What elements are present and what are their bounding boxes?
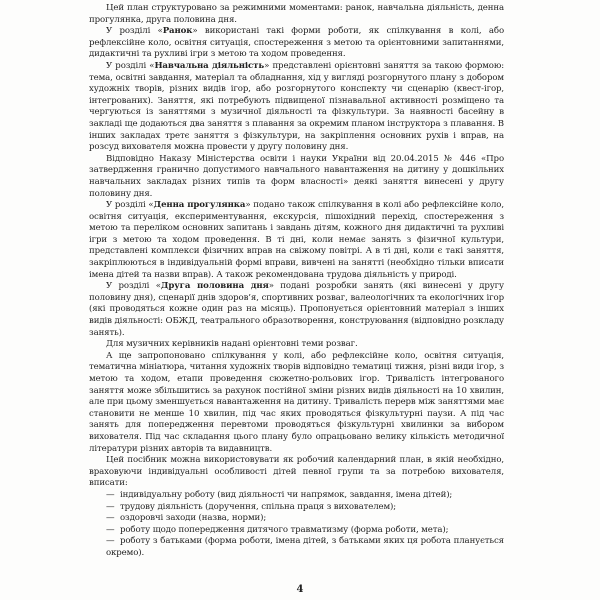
- ranok-pre: У розділі «: [106, 26, 163, 37]
- navchalna-pre: У розділі «: [106, 60, 155, 71]
- druga-term: Друга половина дня: [160, 281, 269, 292]
- ranok-post: » використані такі форми роботи, як спілкування в колі, або рефлексійне коло, освітня ситуація, спостереження з метою та орієнтовними запитаннями, дидактичні та рухливі ігри з метою та ходом проведення.: [89, 26, 504, 60]
- navchalna-paragraph: [89, 61, 504, 154]
- navchalna-post: » представлені орієнтовні заняття за такою формою: тема, освітні завдання, матеріал та обладнання, хід у вигляді розгорнутого плану з добором художніх творів, різних видів ігор, або розгорнутого конспекту чи сценарію (квест-ігор, інтегрованих). Заняття, які потребують підвищеної пізнавальної активності розміщено та чергуються із заняттями з музичної діяльності та фізкультури. За наявності басейну в закладі ще додаються два заняття з плавання за окремим планом інструктора з плавання. В інших закладах третє заняття з фізкультури, на закріплення основних рухів і вправ, на розсуд вихователя можна провести у другу половину дня.: [89, 60, 504, 153]
- list-item: [89, 525, 504, 537]
- druga-post: » подані розробки занять (які винесені у другу половину дня), сценарії днів здоров’я, спортивних розваг, валеологічних та екологічних ігор (які проводяться кожне один раз на місяць). Пропонується орієнтовний матеріал з інших видів діяльності: ОБЖД, театрального образотворення, конструювання (відповідно розкладу занять).: [89, 281, 504, 338]
- muzychni-paragraph: Для музичних керівників надані орієнтовні теми розваг.: [106, 339, 358, 350]
- page-body-text: [89, 3, 504, 560]
- navchalna-term: Навчальна діяльність: [154, 60, 265, 71]
- intro-paragraph: Цей план структуровано за режимними моментами: ранок, навчальна діяльність, денна прогулянка, друга половина дня.: [89, 3, 504, 25]
- progulyanka-paragraph: [89, 200, 504, 281]
- nakaz-paragraph: Відповідно Наказу Міністерства освіти і науки України від 20.04.2015 № 446 «Про затвердження гранично допустимого навчального навантаження на дитину у дошкільних навчальних закладах різних типів та форм власності» деякі заняття винесені у другу половину дня.: [89, 153, 504, 199]
- posibnyk-paragraph: Цей посібник можна використовувати як робочий календарний план, в якій необхідно, враховуючи індивідуальні особливості дітей певної групи та за потребою вихователя, вписати:: [89, 455, 504, 489]
- progulyanka-post: » подано також спілкування в колі або рефлексійне коло, освітня ситуація, експериментування, екскурсія, пішохідний перехід, спостереження з метою та переліком основних запитань і завдань дітям, кожного дня дидактичні та рухливі ігри з метою та ходом проведення. В ті дні, коли немає занять з фізичної культури, представлені комплекси фізичних вправ на свіжому повітрі. А в ті дні, коли є такі заняття, закріплюються в індивідуальній формі вправи, вивчені на занятті (необхідно тільки вписати імена дітей та назви вправ). А також рекомендована трудова діяльність у природі.: [89, 200, 504, 280]
- dash-marker: —: [106, 536, 115, 547]
- list-item-text: роботу щодо попередження дитячого травматизму (форма роботи, мета);: [120, 524, 449, 535]
- list-item-text: оздоровчі заходи (назва, норми);: [120, 513, 267, 524]
- dash-marker: —: [106, 524, 115, 535]
- list-item-text: роботу з батьками (форма роботи, імена дітей, з батьками яких ця робота планується окремо).: [106, 536, 504, 558]
- list-item: [89, 536, 504, 559]
- ranok-term: Ранок: [162, 26, 193, 37]
- druga-pre: У розділі «: [106, 281, 161, 292]
- list-item: [89, 490, 504, 502]
- item-list: [89, 490, 504, 560]
- druga-paragraph: [89, 281, 504, 339]
- progulyanka-term: Денна прогулянка: [153, 200, 246, 211]
- list-item-text: індивідуальну роботу (вид діяльності чи напрямок, завдання, імена дітей);: [120, 489, 453, 500]
- dash-marker: —: [106, 501, 115, 512]
- list-item-text: трудову діяльність (доручення, спільна праця з вихователем);: [120, 501, 397, 512]
- page-number: 4: [296, 584, 304, 595]
- dash-marker: —: [106, 489, 115, 500]
- spilkuvannya-paragraph: А ще запропоновано спілкування у колі, або рефлексійне коло, освітня ситуація, тематична мініатюра, читання художніх творів відповідно тематиці тижня, різні види ігор, з метою та ходом, етапи проведення сюжетно-рольових ігор. Тривалість інтегрованого заняття може збільшитись за рахунок постійної зміни різних видів діяльності на 10 хвилин, але при цьому зменшується навантаження на дитину. Тривалість перерв між заняттями має становити не менше 10 хвилин, під час яких проводяться фізкультурні паузи. А під час занять для попередження перевтоми проводяться фізкультурні хвилинки за вибором вихователя. Під час складання цього плану було опрацьовано велику кількість методичної літератури різних авторів та видавництв.: [89, 350, 504, 454]
- dash-marker: —: [106, 513, 115, 524]
- progulyanka-pre: У розділі «: [106, 200, 154, 211]
- list-item: [89, 502, 504, 514]
- ranok-paragraph: [89, 26, 504, 61]
- list-item: [89, 513, 504, 525]
